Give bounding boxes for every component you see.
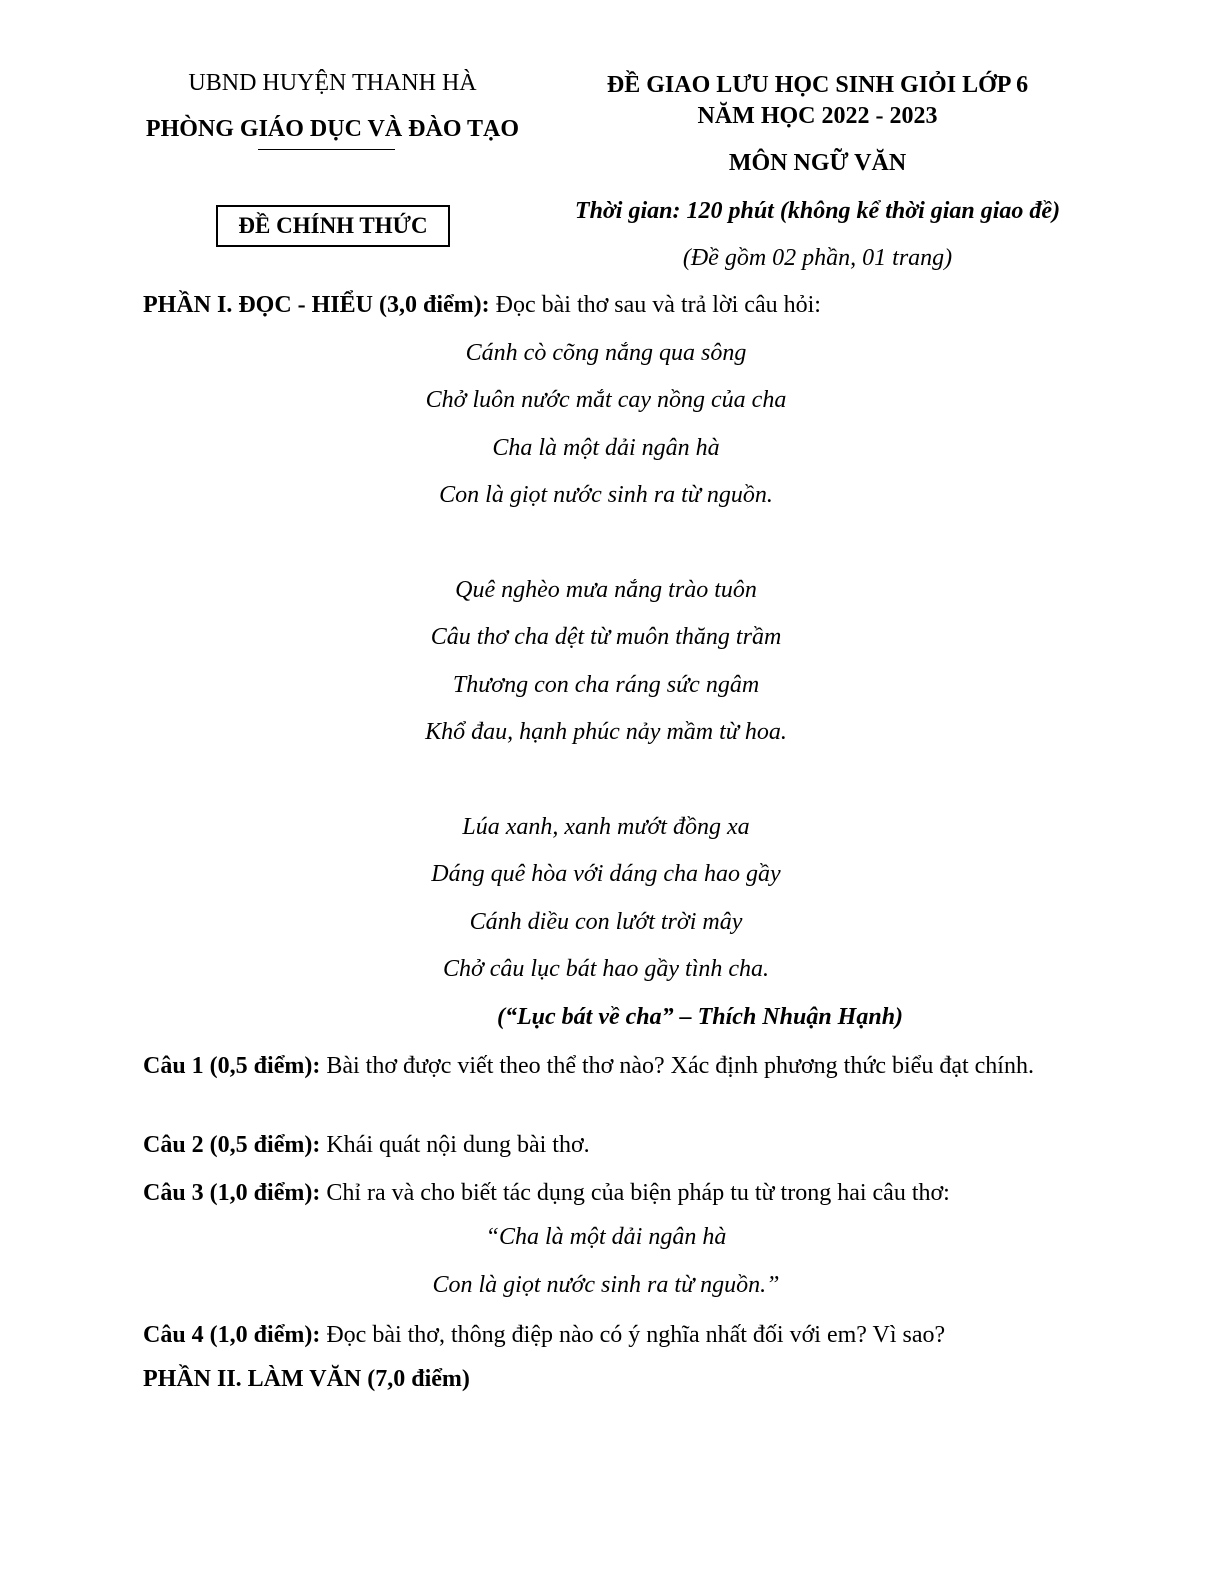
- question-2: [143, 1129, 1070, 1161]
- school-year: NĂM HỌC 2022 - 2023: [697, 103, 938, 129]
- quote-line: “Cha là một dải ngân hà: [485, 1224, 727, 1250]
- part2-heading: PHẦN II. LÀM VĂN (7,0 điểm): [143, 1366, 470, 1392]
- question-1-text: Bài thơ được viết theo thể thơ nào? Xác định phương thức biểu đạt chính.: [320, 1053, 1034, 1079]
- poem-line: Lúa xanh, xanh mướt đồng xa: [462, 814, 750, 840]
- question-4: [143, 1319, 1070, 1351]
- question-1: [143, 1050, 1070, 1082]
- question-2-text: Khái quát nội dung bài thơ.: [320, 1132, 590, 1158]
- subject: MÔN NGỮ VĂN: [728, 150, 907, 176]
- poem-line: Cánh cò cõng nắng qua sông: [465, 340, 747, 366]
- department-name: PHÒNG GIÁO DỤC VÀ ĐÀO TẠO: [145, 116, 520, 142]
- time-limit: Thời gian: 120 phút (không kể thời gian giao đề): [574, 198, 1061, 224]
- header-divider: [258, 149, 395, 150]
- poem-line: Quê nghèo mưa nắng trào tuôn: [455, 577, 757, 603]
- poem-source: (“Lục bát về cha” – Thích Nhuận Hạnh): [497, 1004, 904, 1030]
- question-4-label: Câu 4 (1,0 điểm):: [143, 1322, 321, 1348]
- poem-line: Chở luôn nước mắt cay nồng của cha: [425, 387, 787, 413]
- part1-heading-line: [143, 292, 821, 319]
- poem-line: Cánh diều con lướt trời mây: [469, 909, 743, 935]
- question-3-label: Câu 3 (1,0 điểm):: [143, 1180, 321, 1206]
- quote-line: Con là giọt nước sinh ra từ nguồn.”: [432, 1272, 780, 1298]
- poem-line: Dáng quê hòa với dáng cha hao gầy: [431, 861, 781, 887]
- official-exam-badge: ĐỀ CHÍNH THỨC: [216, 205, 450, 247]
- poem-line: Thương con cha ráng sức ngâm: [452, 672, 760, 698]
- page-count-note: (Đề gồm 02 phần, 01 trang): [682, 245, 953, 271]
- exam-title: ĐỀ GIAO LƯU HỌC SINH GIỎI LỚP 6: [606, 72, 1029, 98]
- question-2-label: Câu 2 (0,5 điểm):: [143, 1132, 321, 1158]
- question-3-text: Chỉ ra và cho biết tác dụng của biện pháp tu từ trong hai câu thơ:: [320, 1180, 950, 1206]
- poem-line: Con là giọt nước sinh ra từ nguồn.: [439, 482, 773, 508]
- poem-line: Câu thơ cha dệt từ muôn thăng trầm: [430, 624, 782, 650]
- part1-heading: PHẦN I. ĐỌC - HIỂU (3,0 điểm):: [143, 292, 490, 318]
- question-3: [143, 1177, 1070, 1209]
- poem-line: Khổ đau, hạnh phúc nảy mầm từ hoa.: [425, 719, 787, 745]
- agency-name: UBND HUYỆN THANH HÀ: [188, 70, 477, 96]
- poem-line: Cha là một dải ngân hà: [492, 435, 720, 461]
- poem-line: Chở câu lục bát hao gầy tình cha.: [442, 956, 770, 982]
- question-1-label: Câu 1 (0,5 điểm):: [143, 1053, 321, 1079]
- part1-intro: Đọc bài thơ sau và trả lời câu hỏi:: [489, 292, 821, 318]
- question-4-text: Đọc bài thơ, thông điệp nào có ý nghĩa nhất đối với em? Vì sao?: [320, 1322, 946, 1348]
